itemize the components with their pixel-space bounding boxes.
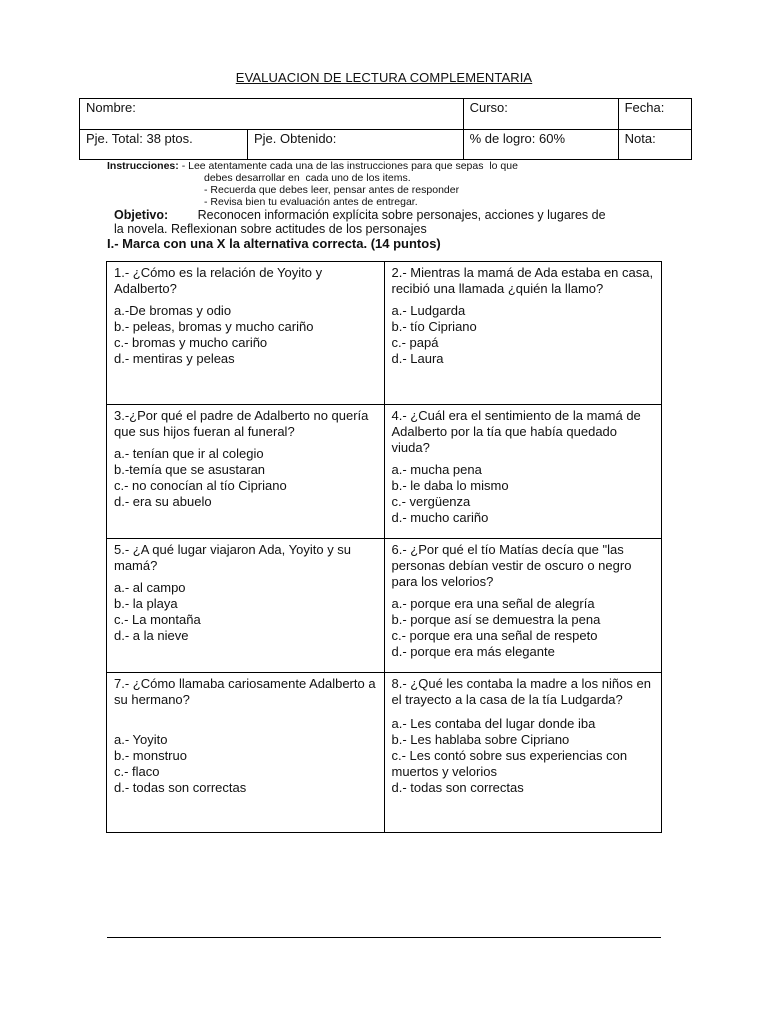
answer-option[interactable]: b.- le daba lo mismo [391, 478, 509, 493]
answer-option[interactable]: c.- porque era una señal de respeto [391, 628, 598, 643]
answer-option[interactable]: b.- tío Cipriano [391, 319, 477, 334]
question-text: 1.- ¿Cómo es la relación de Yoyito y Adalberto? [114, 265, 323, 296]
answer-option[interactable]: c.- vergüenza [391, 494, 471, 509]
question-cell [384, 539, 662, 673]
question-text: 5.- ¿A qué lugar viajaron Ada, Yoyito y su mamá? [114, 542, 352, 573]
answer-option[interactable]: c.- papá [391, 335, 439, 350]
obtained-score-field[interactable]: Pje. Obtenido: [248, 130, 464, 160]
footer-divider [107, 937, 661, 938]
question-cell [384, 262, 662, 405]
instructions [107, 160, 667, 208]
document-title: EVALUACION DE LECTURA COMPLEMENTARIA [235, 70, 533, 85]
answer-option[interactable]: d.- mucho cariño [391, 510, 489, 525]
question-cell [107, 539, 385, 673]
answer-option[interactable]: c.- no conocían al tío Cipriano [114, 478, 287, 493]
question-text: 2.- Mientras la mamá de Ada estaba en casa, recibió una llamada ¿quién la llamo? [391, 265, 654, 296]
answer-option[interactable]: b.- porque así se demuestra la pena [391, 612, 601, 627]
grade-field[interactable]: Nota: [618, 130, 691, 160]
instruction-line: - Recuerda que debes leer, pensar antes de responder [204, 184, 460, 196]
answer-option[interactable]: b.- peleas, bromas y mucho cariño [114, 319, 314, 334]
question-text: 6.- ¿Por qué el tío Matías decía que "las personas debían vestir de oscuro o negro para los velorios? [391, 542, 632, 589]
answer-option[interactable]: d.- era su abuelo [114, 494, 212, 509]
answer-option[interactable]: c.- bromas y mucho cariño [114, 335, 268, 350]
answer-option[interactable]: c.- flaco [114, 764, 160, 779]
question-text: 4.- ¿Cuál era el sentimiento de la mamá de Adalberto por la tía que había quedado viuda? [391, 408, 641, 455]
date-field[interactable]: Fecha: [618, 99, 691, 130]
course-field[interactable]: Curso: [463, 99, 618, 130]
objective-text-2: la novela. Reflexionan sobre actitudes de los personajes [114, 222, 427, 236]
instruction-line: debes desarrollar en cada uno de los items. [204, 172, 411, 184]
answer-option[interactable]: d.- todas son correctas [391, 780, 524, 795]
answer-option[interactable]: c.- Les contó sobre sus experiencias con muertos y velorios [391, 748, 628, 779]
answer-option[interactable]: d.- mentiras y peleas [114, 351, 235, 366]
objective-label: Objetivo: [114, 208, 169, 222]
question-cell [384, 405, 662, 539]
answer-option[interactable]: b.- monstruo [114, 748, 187, 763]
questions-table [106, 261, 662, 833]
total-score-field: Pje. Total: 38 ptos. [80, 130, 248, 160]
answer-option[interactable]: a.- mucha pena [391, 462, 482, 477]
answer-option[interactable]: a.- Yoyito [114, 732, 168, 747]
achievement-field: % de logro: 60% [463, 130, 618, 160]
answer-option[interactable]: a.- Ludgarda [391, 303, 466, 318]
question-cell [107, 673, 385, 833]
question-text: 8.- ¿Qué les contaba la madre a los niños en el trayecto a la casa de la tía Ludgarda? [391, 676, 651, 707]
answer-option[interactable]: d.- todas son correctas [114, 780, 247, 795]
answer-option[interactable]: d.- porque era más elegante [391, 644, 555, 659]
answer-option[interactable]: a.- tenían que ir al colegio [114, 446, 264, 461]
question-text: 7.- ¿Cómo llamaba cariosamente Adalberto a su hermano? [114, 676, 376, 707]
instruction-line: - Revisa bien tu evaluación antes de entregar. [204, 196, 418, 208]
student-info-table [79, 98, 692, 160]
instruction-line: - Lee atentamente cada una de las instrucciones para que sepas lo que [178, 160, 518, 172]
name-field[interactable]: Nombre: [80, 99, 464, 130]
question-cell [107, 405, 385, 539]
instructions-label: Instrucciones: [107, 160, 179, 172]
answer-option[interactable]: d.- a la nieve [114, 628, 189, 643]
objective-text: Reconocen información explícita sobre personajes, acciones y lugares de [197, 208, 606, 222]
answer-option[interactable]: d.- Laura [391, 351, 444, 366]
answer-option[interactable]: a.-De bromas y odio [114, 303, 232, 318]
question-cell [384, 673, 662, 833]
answer-option[interactable]: a.- al campo [114, 580, 186, 595]
objective [114, 208, 674, 222]
section-heading: I.- Marca con una X la alternativa correcta. (14 puntos) [107, 236, 441, 251]
question-text: 3.-¿Por qué el padre de Adalberto no quería que sus hijos fueran al funeral? [114, 408, 369, 439]
answer-option[interactable]: a.- Les contaba del lugar donde iba [391, 716, 596, 731]
answer-option[interactable]: b.- Les hablaba sobre Cipriano [391, 732, 570, 747]
answer-option[interactable]: b.-temía que se asustaran [114, 462, 266, 477]
answer-option[interactable]: a.- porque era una señal de alegría [391, 596, 595, 611]
answer-option[interactable]: c.- La montaña [114, 612, 201, 627]
question-cell [107, 262, 385, 405]
answer-option[interactable]: b.- la playa [114, 596, 178, 611]
